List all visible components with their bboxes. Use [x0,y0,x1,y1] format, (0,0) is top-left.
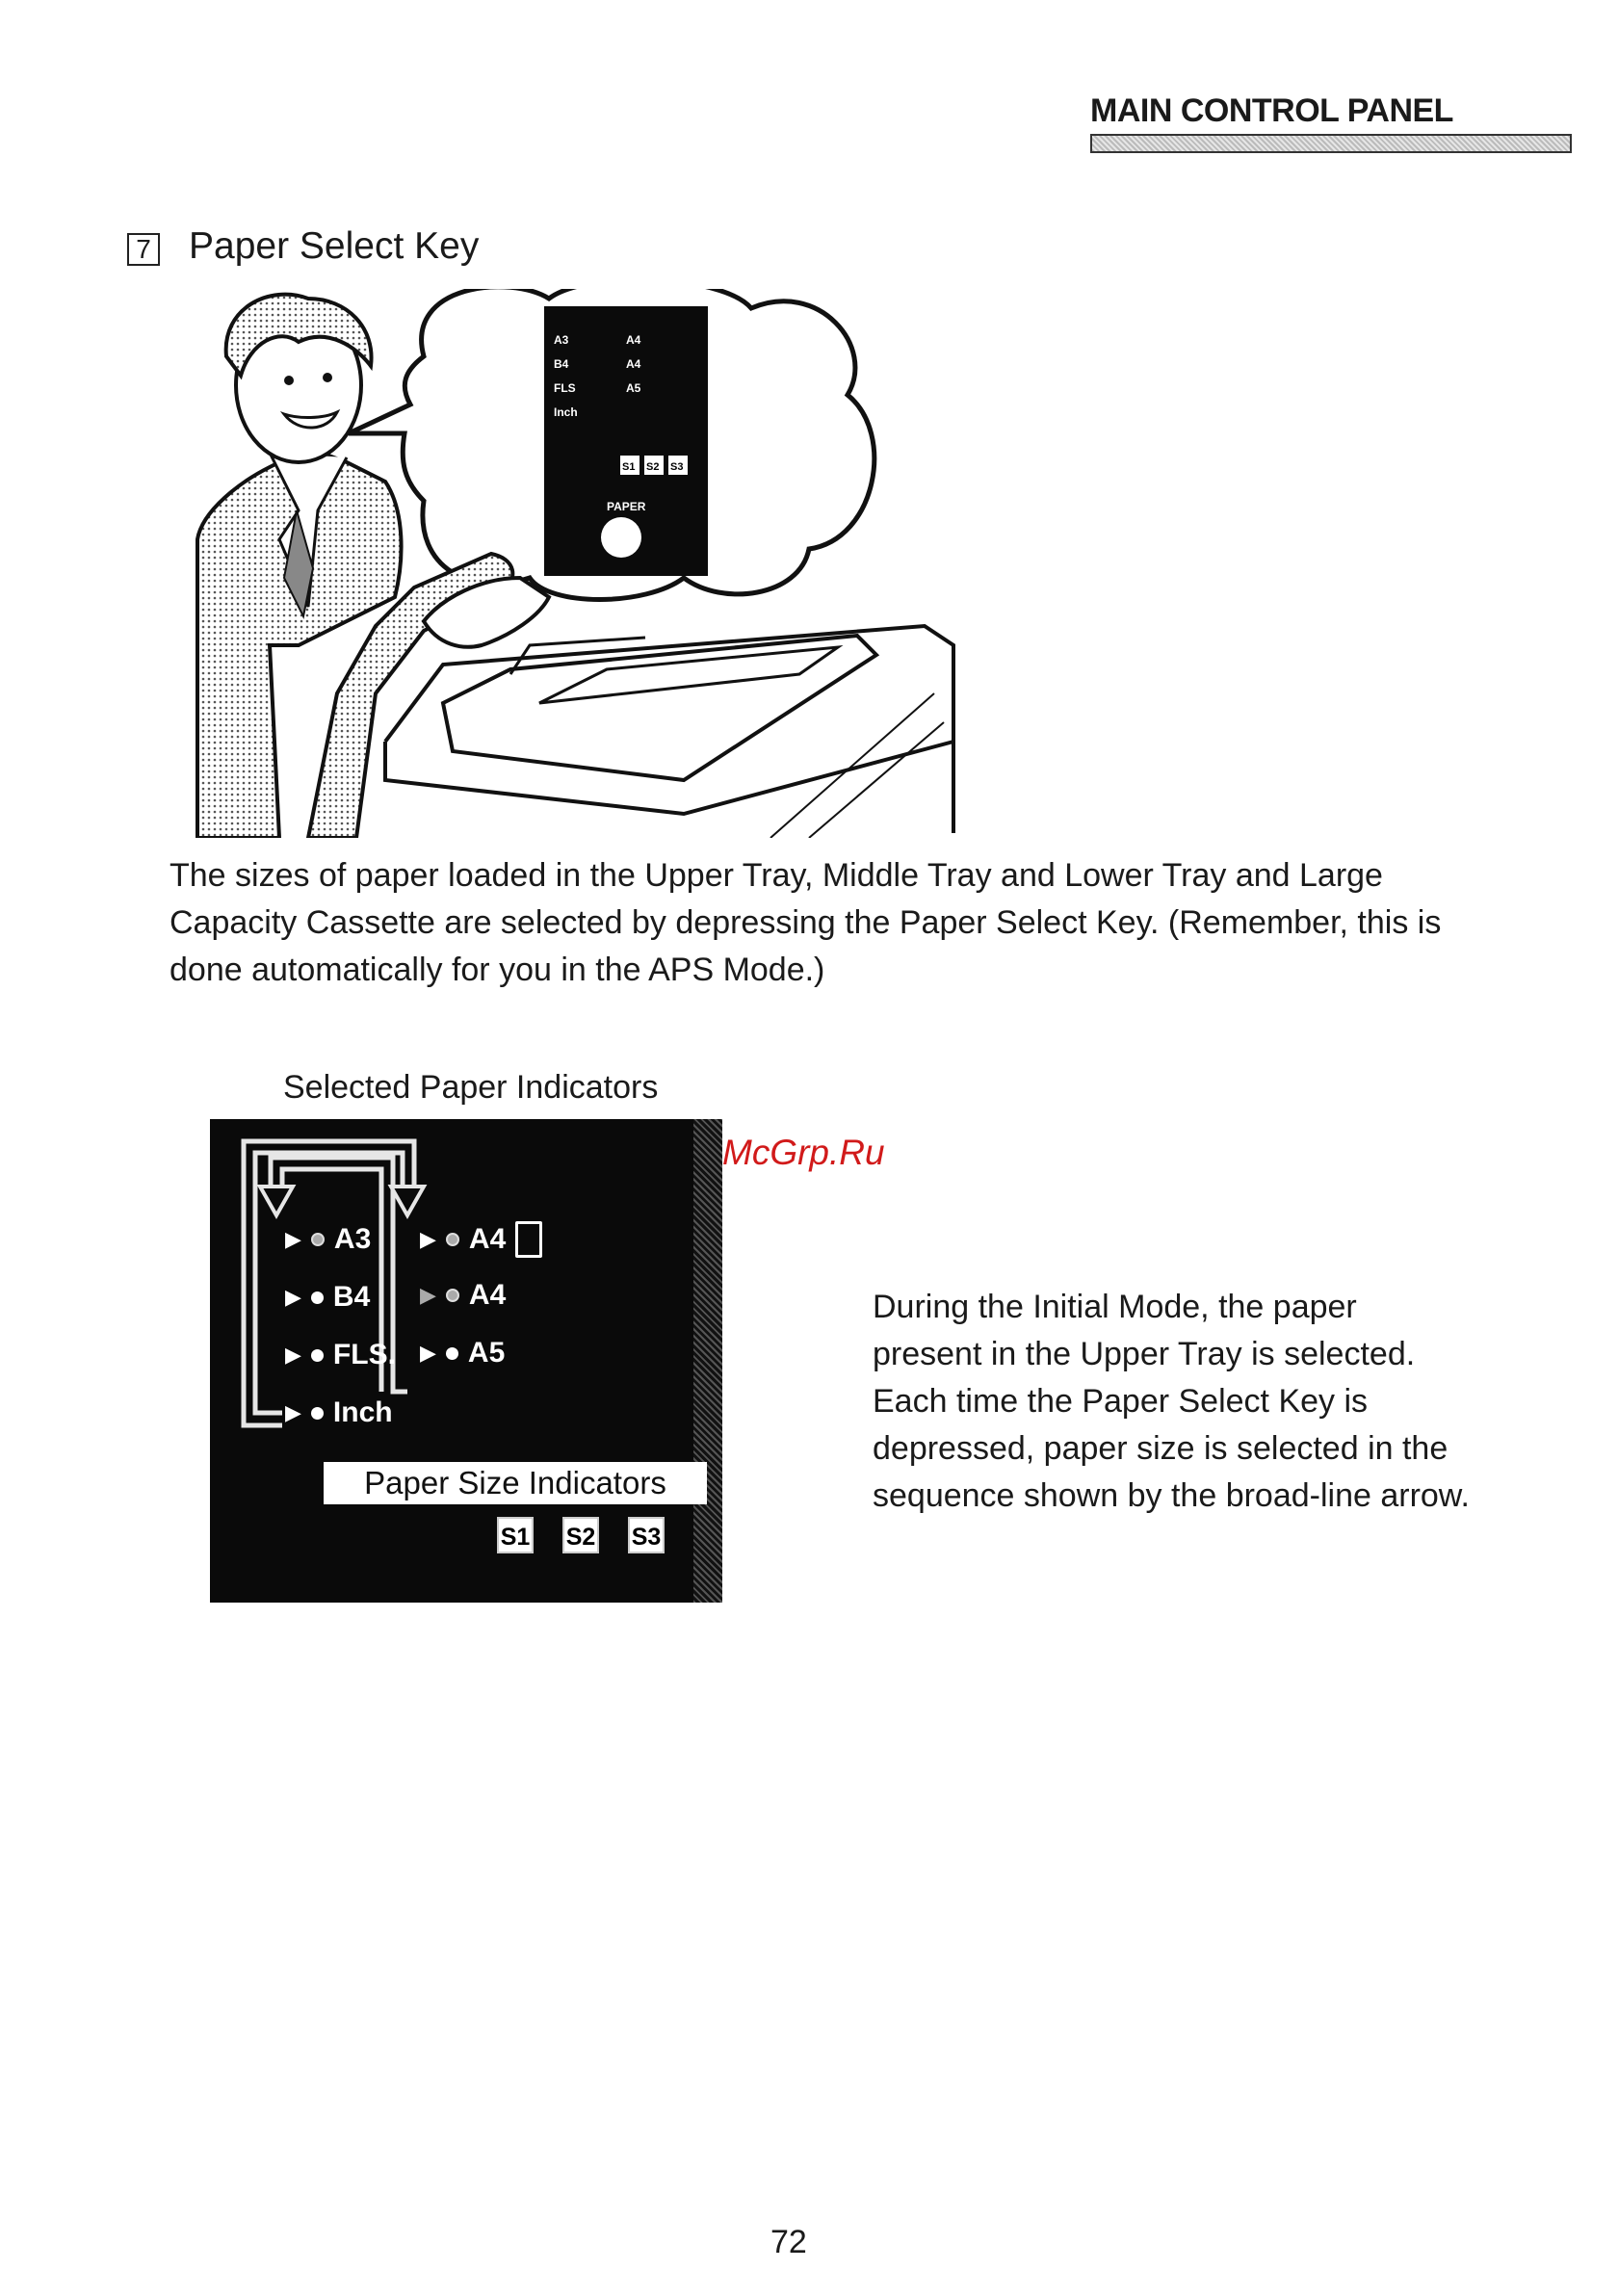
bubble-item-right-2: A4 [626,357,641,371]
indicator-fls: ▶ FLS. [285,1339,396,1370]
intro-paragraph: The sizes of paper loaded in the Upper Tray, Middle Tray and Lower Tray and Large Capacity Cassette are selected by depressing the Paper Select Key. (Remember, this is done automatically for you in the APS Mode.) [170,857,1442,988]
bubble-item-right-1: A4 [626,333,641,347]
sequence-description-paragraph: During the Initial Mode, the paper present in the Upper Tray is selected. Each time the Paper Select Key is depressed, paper size is selected in the sequence shown by the broad-line arrow. [873,1289,1470,1514]
paper-portrait-icon [515,1221,542,1258]
indicator-a4: ▶ A4 [420,1279,507,1311]
bubble-item-left-1: A3 [554,333,569,347]
bubble-s3-key: S3 [670,461,684,473]
bubble-item-right-3: A5 [626,381,641,395]
s2-indicator: S2 [562,1517,599,1553]
bubble-item-left-4: Inch [554,405,578,419]
indicator-a5: ▶ A5 [420,1337,506,1369]
s3-indicator: S3 [628,1517,665,1553]
bubble-item-left-3: FLS [554,381,576,395]
bubble-s2-key: S2 [646,461,660,473]
indicator-inch: ▶ Inch [285,1396,393,1428]
down-arrow-icon [391,1187,424,1215]
paper-select-button-icon [601,517,641,558]
header-rule [1090,134,1572,153]
indicator-b4: ▶ B4 [285,1281,371,1313]
section-number-box: 7 [127,233,160,266]
man-pointing-at-copier-illustration [183,289,973,838]
bubble-item-left-2: B4 [554,357,569,371]
figure-caption: Selected Paper Indicators [283,1069,659,1106]
s1-indicator: S1 [497,1517,534,1553]
bubble-paper-label: PAPER [607,500,646,513]
watermark: McGrp.Ru [722,1133,885,1172]
header-title: MAIN CONTROL PANEL [1090,92,1453,129]
page-number: 72 [770,2224,807,2260]
paper-size-indicators-label: Paper Size Indicators [324,1462,707,1504]
section-title: Paper Select Key [189,225,480,267]
selected-paper-indicators-panel [210,1119,722,1603]
indicator-a3: ▶ A3 [285,1223,372,1255]
down-arrow-icon [260,1187,293,1215]
indicator-a4-portrait: ▶ A4 [420,1221,542,1258]
bubble-s1-key: S1 [622,461,636,473]
